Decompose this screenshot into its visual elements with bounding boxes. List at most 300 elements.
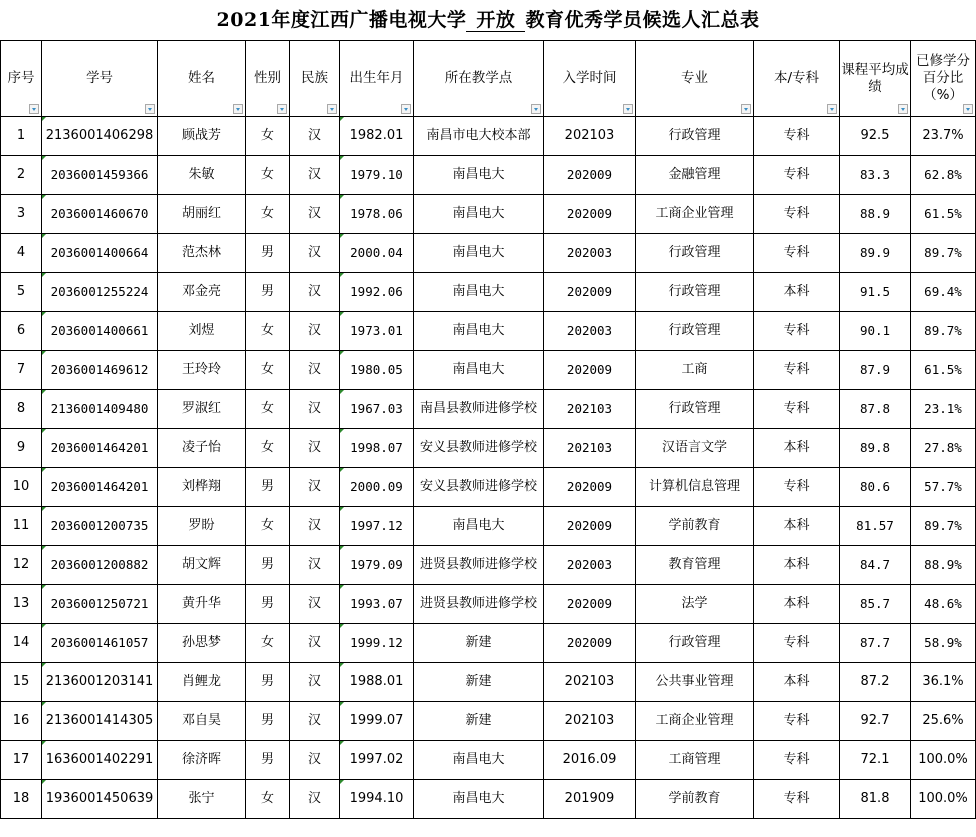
table-cell[interactable] <box>290 273 340 312</box>
table-cell[interactable] <box>42 468 158 507</box>
table-cell[interactable] <box>911 273 976 312</box>
table-cell[interactable] <box>754 702 840 741</box>
cell-value: 202103 <box>564 713 615 728</box>
table-cell[interactable] <box>840 741 911 780</box>
table-cell[interactable] <box>911 585 976 624</box>
table-cell[interactable] <box>544 624 636 663</box>
table-cell[interactable] <box>636 195 754 234</box>
table-cell[interactable] <box>840 429 911 468</box>
table-cell[interactable] <box>1 507 42 546</box>
filter-dropdown-icon[interactable] <box>531 104 541 114</box>
column-header <box>340 41 414 117</box>
table-cell[interactable] <box>636 624 754 663</box>
table-cell[interactable] <box>414 741 544 780</box>
table-cell[interactable] <box>840 312 911 351</box>
table-cell[interactable] <box>246 117 290 156</box>
table-cell[interactable] <box>840 234 911 273</box>
cell-value: 13 <box>12 596 30 611</box>
table-cell[interactable] <box>911 195 976 234</box>
table-cell[interactable] <box>42 351 158 390</box>
table-cell[interactable] <box>636 702 754 741</box>
table-cell[interactable] <box>1 741 42 780</box>
table-cell[interactable] <box>1 429 42 468</box>
table-cell[interactable] <box>414 351 544 390</box>
table-cell[interactable] <box>42 624 158 663</box>
table-cell[interactable] <box>246 780 290 819</box>
table-cell[interactable] <box>290 390 340 429</box>
table-cell[interactable] <box>544 156 636 195</box>
title-prefix: 2021年度江西广播电视大学 <box>216 9 467 31</box>
table-cell[interactable] <box>158 429 246 468</box>
table-cell[interactable] <box>158 156 246 195</box>
table-cell[interactable] <box>840 468 911 507</box>
table-cell[interactable] <box>246 351 290 390</box>
table-cell[interactable] <box>42 156 158 195</box>
table-cell[interactable] <box>158 195 246 234</box>
table-cell[interactable] <box>42 663 158 702</box>
cell-value: 顾战芳 <box>181 128 221 143</box>
cell-value: 女 <box>260 206 274 221</box>
table-cell[interactable] <box>158 468 246 507</box>
cell-value: 89.7% <box>924 244 962 260</box>
table-cell[interactable] <box>414 429 544 468</box>
table-cell[interactable] <box>340 390 414 429</box>
cell-value: 89.7% <box>924 517 962 533</box>
table-cell[interactable] <box>544 390 636 429</box>
cell-value: 100.0% <box>918 791 968 806</box>
table-cell[interactable] <box>911 663 976 702</box>
cell-value: 男 <box>260 596 274 611</box>
table-cell[interactable] <box>42 429 158 468</box>
cell-value: 7 <box>16 362 26 377</box>
cell-value: 汉 <box>307 596 321 611</box>
table-cell[interactable] <box>911 390 976 429</box>
table-cell[interactable] <box>158 663 246 702</box>
table-cell[interactable] <box>158 741 246 780</box>
table-cell[interactable] <box>290 663 340 702</box>
table-cell[interactable] <box>911 312 976 351</box>
table-cell[interactable] <box>290 780 340 819</box>
cell-value: 专科 <box>783 791 810 806</box>
table-cell[interactable] <box>840 702 911 741</box>
table-cell[interactable] <box>246 741 290 780</box>
table-cell[interactable] <box>544 663 636 702</box>
cell-value: 男 <box>260 674 274 689</box>
cell-marker-icon <box>340 507 344 511</box>
table-cell[interactable] <box>340 702 414 741</box>
table-cell[interactable] <box>246 390 290 429</box>
cell-value: 87.7 <box>859 634 891 650</box>
cell-marker-icon <box>340 702 344 706</box>
table-cell[interactable] <box>840 117 911 156</box>
table-cell[interactable] <box>158 351 246 390</box>
table-cell[interactable] <box>42 312 158 351</box>
cell-marker-icon <box>42 702 46 706</box>
cell-value: 27.8% <box>924 439 962 455</box>
table-cell[interactable] <box>246 273 290 312</box>
cell-marker-icon <box>340 273 344 277</box>
table-cell[interactable] <box>158 312 246 351</box>
cell-value: 刘桦翔 <box>181 479 221 494</box>
table-cell[interactable] <box>414 702 544 741</box>
table-cell[interactable] <box>414 195 544 234</box>
cell-value: 2036001464201 <box>50 439 149 455</box>
table-cell[interactable] <box>246 507 290 546</box>
table-cell[interactable] <box>246 702 290 741</box>
cell-value: 进贤县教师进修学校 <box>419 557 537 572</box>
table-cell[interactable] <box>290 429 340 468</box>
table-cell[interactable] <box>754 117 840 156</box>
filter-dropdown-icon[interactable] <box>963 104 973 114</box>
table-cell[interactable] <box>1 234 42 273</box>
table-cell[interactable] <box>911 546 976 585</box>
table-cell[interactable] <box>246 624 290 663</box>
table-cell[interactable] <box>544 507 636 546</box>
table-cell[interactable] <box>544 195 636 234</box>
table-row <box>1 741 976 780</box>
table-cell[interactable] <box>544 546 636 585</box>
table-cell[interactable] <box>911 429 976 468</box>
table-row <box>1 117 976 156</box>
table-cell[interactable] <box>911 741 976 780</box>
table-cell[interactable] <box>754 507 840 546</box>
table-cell[interactable] <box>246 234 290 273</box>
table-cell[interactable] <box>340 117 414 156</box>
table-cell[interactable] <box>340 780 414 819</box>
table-cell[interactable] <box>636 390 754 429</box>
table-cell[interactable] <box>1 546 42 585</box>
table-cell[interactable] <box>840 156 911 195</box>
filter-dropdown-icon[interactable] <box>401 104 411 114</box>
table-row <box>1 663 976 702</box>
table-cell[interactable] <box>158 702 246 741</box>
cell-marker-icon <box>42 663 46 667</box>
table-cell[interactable] <box>911 351 976 390</box>
table-cell[interactable] <box>1 780 42 819</box>
table-cell[interactable] <box>840 351 911 390</box>
table-cell[interactable] <box>754 156 840 195</box>
table-cell[interactable] <box>754 741 840 780</box>
table-cell[interactable] <box>414 390 544 429</box>
table-cell[interactable] <box>1 195 42 234</box>
cell-value: 金融管理 <box>668 167 721 182</box>
table-cell[interactable] <box>1 351 42 390</box>
filter-dropdown-icon[interactable] <box>29 104 39 114</box>
table-body <box>1 117 976 819</box>
table-cell[interactable] <box>754 429 840 468</box>
table-cell[interactable] <box>414 312 544 351</box>
table-cell[interactable] <box>414 546 544 585</box>
table-cell[interactable] <box>840 390 911 429</box>
cell-value: 男 <box>260 284 274 299</box>
table-cell[interactable] <box>340 351 414 390</box>
cell-value: 1997.02 <box>349 752 404 767</box>
cell-value: 女 <box>260 791 274 806</box>
cell-value: 202003 <box>566 244 613 260</box>
cell-value: 80.6 <box>859 478 891 494</box>
table-cell[interactable] <box>414 234 544 273</box>
table-cell[interactable] <box>636 351 754 390</box>
cell-value: 202009 <box>566 361 613 377</box>
cell-value: 87.8 <box>859 400 891 416</box>
filter-dropdown-icon[interactable] <box>233 104 243 114</box>
table-cell[interactable] <box>42 546 158 585</box>
table-cell[interactable] <box>414 780 544 819</box>
table-row <box>1 780 976 819</box>
table-cell[interactable] <box>911 234 976 273</box>
table-cell[interactable] <box>1 117 42 156</box>
table-cell[interactable] <box>290 546 340 585</box>
table-cell[interactable] <box>42 273 158 312</box>
cell-marker-icon <box>340 390 344 394</box>
cell-value: 202009 <box>566 205 613 221</box>
table-cell[interactable] <box>158 546 246 585</box>
table-cell[interactable] <box>1 663 42 702</box>
table-cell[interactable] <box>340 663 414 702</box>
table-cell[interactable] <box>636 585 754 624</box>
table-cell[interactable] <box>1 624 42 663</box>
table-cell[interactable] <box>754 390 840 429</box>
table-cell[interactable] <box>290 468 340 507</box>
table-cell[interactable] <box>246 468 290 507</box>
table-cell[interactable] <box>636 117 754 156</box>
table-cell[interactable] <box>414 663 544 702</box>
table-cell[interactable] <box>340 156 414 195</box>
table-cell[interactable] <box>636 156 754 195</box>
table-cell[interactable] <box>246 663 290 702</box>
table-cell[interactable] <box>42 234 158 273</box>
table-cell[interactable] <box>754 234 840 273</box>
table-cell[interactable] <box>754 624 840 663</box>
table-cell[interactable] <box>42 195 158 234</box>
table-cell[interactable] <box>636 663 754 702</box>
table-cell[interactable] <box>340 741 414 780</box>
table-cell[interactable] <box>754 780 840 819</box>
table-cell[interactable] <box>754 195 840 234</box>
table-cell[interactable] <box>42 117 158 156</box>
table-cell[interactable] <box>158 780 246 819</box>
table-cell[interactable] <box>544 780 636 819</box>
table-cell[interactable] <box>1 390 42 429</box>
cell-value: 1936001450639 <box>45 791 154 806</box>
column-header-label: 民族 <box>301 70 328 86</box>
table-cell[interactable] <box>1 312 42 351</box>
table-cell[interactable] <box>840 507 911 546</box>
table-cell[interactable] <box>636 273 754 312</box>
filter-dropdown-icon[interactable] <box>827 104 837 114</box>
table-cell[interactable] <box>544 351 636 390</box>
cell-value: 南昌电大 <box>452 362 505 377</box>
table-cell[interactable] <box>290 156 340 195</box>
cell-value: 62.8% <box>924 166 962 182</box>
table-cell[interactable] <box>42 390 158 429</box>
table-cell[interactable] <box>158 273 246 312</box>
table-cell[interactable] <box>636 546 754 585</box>
cell-value: 女 <box>260 401 274 416</box>
table-cell[interactable] <box>636 312 754 351</box>
table-cell[interactable] <box>754 663 840 702</box>
table-cell[interactable] <box>290 507 340 546</box>
table-cell[interactable] <box>340 468 414 507</box>
table-cell[interactable] <box>544 312 636 351</box>
table-row <box>1 507 976 546</box>
table-cell[interactable] <box>840 780 911 819</box>
cell-value: 23.1% <box>924 400 962 416</box>
table-cell[interactable] <box>42 585 158 624</box>
table-cell[interactable] <box>1 702 42 741</box>
table-cell[interactable] <box>290 585 340 624</box>
table-cell[interactable] <box>290 351 340 390</box>
table-cell[interactable] <box>158 624 246 663</box>
table-cell[interactable] <box>636 780 754 819</box>
table-cell[interactable] <box>911 507 976 546</box>
table-cell[interactable] <box>754 273 840 312</box>
cell-value: 2136001406298 <box>45 128 154 143</box>
table-cell[interactable] <box>340 624 414 663</box>
table-cell[interactable] <box>414 507 544 546</box>
table-cell[interactable] <box>290 702 340 741</box>
filter-dropdown-icon[interactable] <box>277 104 287 114</box>
table-cell[interactable] <box>754 468 840 507</box>
cell-value: 汉 <box>307 674 321 689</box>
table-cell[interactable] <box>840 546 911 585</box>
table-cell[interactable] <box>414 156 544 195</box>
table-cell[interactable] <box>246 312 290 351</box>
table-cell[interactable] <box>1 585 42 624</box>
cell-value: 61.5% <box>924 205 962 221</box>
filter-dropdown-icon[interactable] <box>741 104 751 114</box>
table-cell[interactable] <box>911 624 976 663</box>
table-cell[interactable] <box>290 312 340 351</box>
table-cell[interactable] <box>911 117 976 156</box>
cell-value: 87.9 <box>859 361 891 377</box>
cell-value: 女 <box>260 323 274 338</box>
table-cell[interactable] <box>340 234 414 273</box>
table-cell[interactable] <box>754 585 840 624</box>
cell-value: 汉 <box>307 752 321 767</box>
table-cell[interactable] <box>544 117 636 156</box>
table-cell[interactable] <box>340 546 414 585</box>
cell-value: 1997.12 <box>350 517 403 533</box>
cell-value: 1982.01 <box>349 128 404 143</box>
table-cell[interactable] <box>544 468 636 507</box>
table-cell[interactable] <box>840 195 911 234</box>
table-cell[interactable] <box>158 507 246 546</box>
table-cell[interactable] <box>544 702 636 741</box>
table-cell[interactable] <box>290 624 340 663</box>
table-cell[interactable] <box>911 468 976 507</box>
table-cell[interactable] <box>246 585 290 624</box>
cell-marker-icon <box>42 585 46 589</box>
table-cell[interactable] <box>911 780 976 819</box>
table-cell[interactable] <box>246 156 290 195</box>
table-cell[interactable] <box>340 585 414 624</box>
table-cell[interactable] <box>544 585 636 624</box>
table-cell[interactable] <box>636 429 754 468</box>
table-cell[interactable] <box>636 234 754 273</box>
cell-value: 新建 <box>465 674 492 689</box>
cell-value: 202009 <box>566 166 613 182</box>
cell-value: 公共事业管理 <box>655 674 734 689</box>
table-cell[interactable] <box>290 234 340 273</box>
table-cell[interactable] <box>636 507 754 546</box>
cell-value: 工商企业管理 <box>655 206 734 221</box>
filter-dropdown-icon[interactable] <box>623 104 633 114</box>
cell-value: 女 <box>260 128 274 143</box>
table-row <box>1 429 976 468</box>
table-cell[interactable] <box>911 702 976 741</box>
table-cell[interactable] <box>414 585 544 624</box>
filter-dropdown-icon[interactable] <box>327 104 337 114</box>
table-cell[interactable] <box>911 156 976 195</box>
table-cell[interactable] <box>340 312 414 351</box>
table-cell[interactable] <box>1 468 42 507</box>
table-cell[interactable] <box>754 351 840 390</box>
column-header <box>290 41 340 117</box>
table-cell[interactable] <box>414 624 544 663</box>
table-cell[interactable] <box>158 234 246 273</box>
table-cell[interactable] <box>544 741 636 780</box>
table-cell[interactable] <box>544 273 636 312</box>
table-cell[interactable] <box>636 468 754 507</box>
table-cell[interactable] <box>414 117 544 156</box>
table-cell[interactable] <box>414 273 544 312</box>
filter-dropdown-icon[interactable] <box>145 104 155 114</box>
table-cell[interactable] <box>414 468 544 507</box>
table-cell[interactable] <box>1 156 42 195</box>
table-cell[interactable] <box>42 741 158 780</box>
table-cell[interactable] <box>290 195 340 234</box>
table-cell[interactable] <box>840 585 911 624</box>
table-cell[interactable] <box>754 546 840 585</box>
table-cell[interactable] <box>290 117 340 156</box>
table-cell[interactable] <box>340 429 414 468</box>
table-cell[interactable] <box>544 429 636 468</box>
table-cell[interactable] <box>840 663 911 702</box>
cell-value: 61.5% <box>924 361 962 377</box>
table-cell[interactable] <box>42 780 158 819</box>
table-cell[interactable] <box>246 429 290 468</box>
table-cell[interactable] <box>158 585 246 624</box>
table-cell[interactable] <box>290 741 340 780</box>
table-cell[interactable] <box>42 702 158 741</box>
column-header <box>158 41 246 117</box>
table-cell[interactable] <box>544 234 636 273</box>
cell-value: 2136001414305 <box>45 713 154 728</box>
cell-value: 女 <box>260 167 274 182</box>
cell-value: 2036001400661 <box>50 322 149 338</box>
table-cell[interactable] <box>636 741 754 780</box>
table-cell[interactable] <box>42 507 158 546</box>
table-cell[interactable] <box>1 273 42 312</box>
table-cell[interactable] <box>246 195 290 234</box>
cell-value: 1967.03 <box>350 400 403 416</box>
cell-value: 2136001409480 <box>50 400 149 416</box>
table-cell[interactable] <box>340 507 414 546</box>
cell-value: 202009 <box>566 283 613 299</box>
table-cell[interactable] <box>158 117 246 156</box>
table-cell[interactable] <box>340 195 414 234</box>
table-cell[interactable] <box>840 273 911 312</box>
filter-dropdown-icon[interactable] <box>898 104 908 114</box>
table-cell[interactable] <box>246 546 290 585</box>
cell-value: 1993.07 <box>350 595 403 611</box>
table-cell[interactable] <box>158 390 246 429</box>
table-cell[interactable] <box>840 624 911 663</box>
table-cell[interactable] <box>340 273 414 312</box>
column-header-label: 序号 <box>7 70 35 86</box>
table-cell[interactable] <box>754 312 840 351</box>
